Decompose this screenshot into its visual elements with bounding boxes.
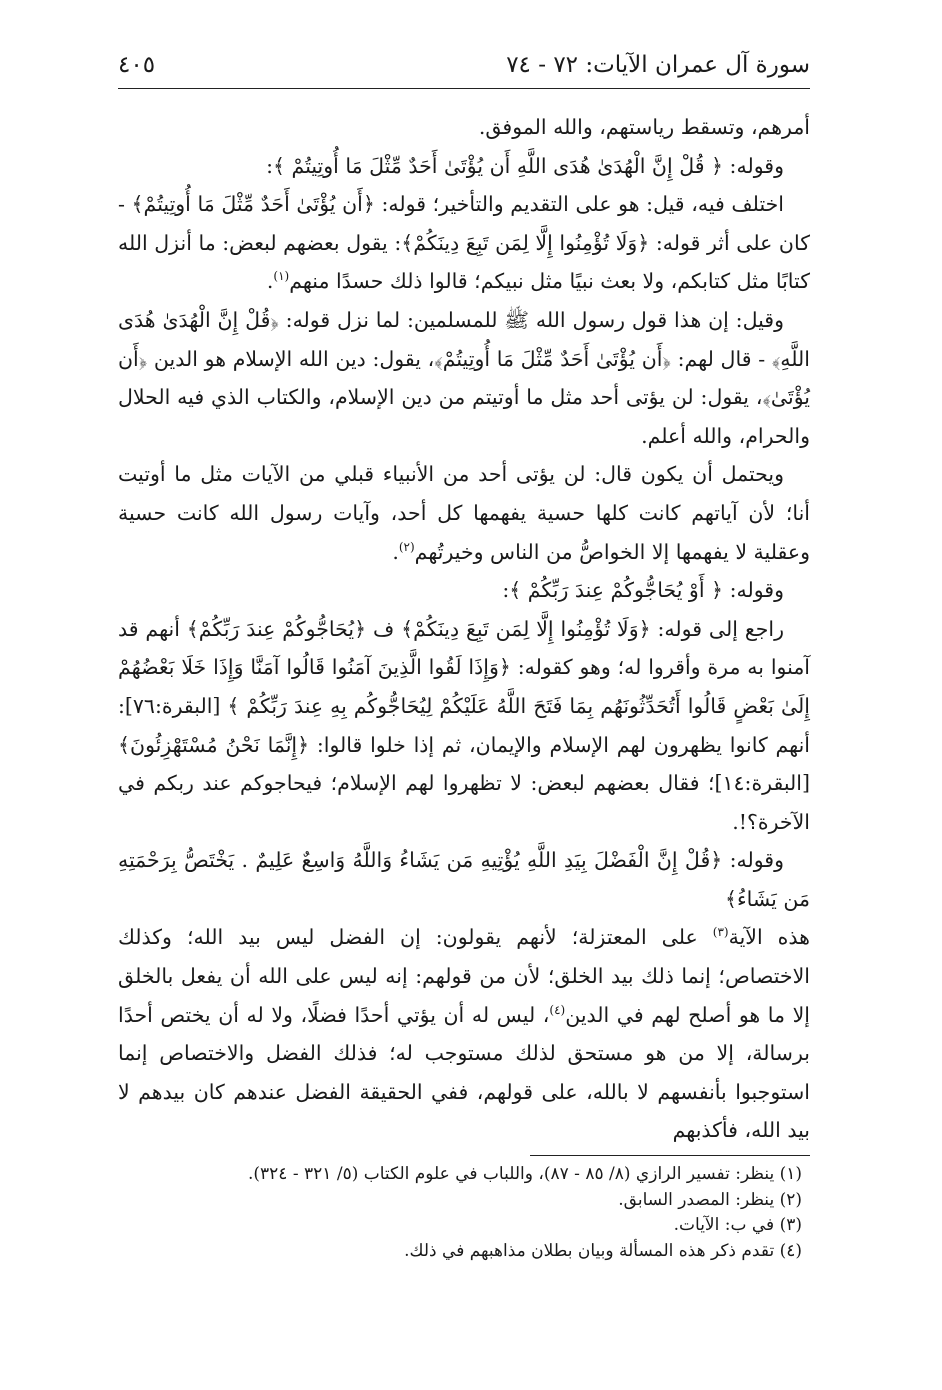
paragraph-text: اختلف فيه، قيل: هو على التقديم والتأخير؛ قوله: ﴿أَن يُؤْتَىٰ أَحَدٌ مِّثْلَ مَا أُوتِيتُمْ﴾ - كان على أثر قوله: ﴿وَلَا تُؤْمِنُوا إِلَّا لِمَن تَبِعَ دِينَكُمْ﴾: يقول بعضهم لبعض: ما أنزل الله كتابًا مثل كتابكم، ولا بعث نبيًا مثل نبيكم؛ قالوا ذلك حسدًا منهم (118, 192, 810, 294)
paragraph: ويحتمل أن يكون قال: لن يؤتى أحد من الأنبياء قبلي من الآيات مثل ما أوتيت أنا؛ لأن آياتهم كانت كلها حسية يفهمها كل أحد، وآيات رسول الله كانت حسية وعقلية لا يفهمها إلا الخواصُّ من الناس وخيرتُهم$^{(٢)}$. (118, 462, 810, 564)
footnote-ref[interactable]: (٢) (398, 539, 415, 554)
footnote: (٤) تقدم ذكر هذه المسألة وبيان بطلان مذاهبهم في ذلك. (404, 1240, 802, 1261)
running-header (118, 46, 810, 89)
footnote-ref[interactable]: (٤) (549, 1002, 566, 1017)
main-text (118, 108, 810, 1150)
paragraph: وقوله: ﴿ أَوْ يُحَاجُّوكُمْ عِندَ رَبِّكُمْ ﴾: (502, 578, 784, 603)
footnote-ref[interactable]: (٣) (712, 925, 729, 940)
paragraph: اختلف فيه، قيل: هو على التقديم والتأخير؛ قوله: ﴿أَن يُؤْتَىٰ أَحَدٌ مِّثْلَ مَا أُوتِيتُمْ﴾ - كان على أثر قوله: ﴿وَلَا تُؤْمِنُوا إِلَّا لِمَن تَبِعَ دِينَكُمْ﴾: يقول بعضهم لبعض: ما أنزل الله كتابًا مثل كتابكم، ولا بعث نبيًا مثل نبيكم؛ قالوا ذلك حسدًا منهم$^{(١)}$. (118, 192, 810, 294)
surah-title: سورة آل عمران الآيات: ٧٢ - ٧٤ (506, 52, 810, 78)
paragraph-text: هذه الآية (728, 925, 810, 950)
paragraph-text: على المعتزلة؛ لأنهم يقولون: إن الفضل ليس بيد الله؛ وكذلك الاختصاص؛ إنما ذلك بيد الخلق؛ لأن من قولهم: إنه ليس على الله أن يفعل بالخلق إلا ما هو أصلح لهم في الدين (118, 925, 810, 1027)
paragraph (118, 918, 810, 1150)
footnote-divider (530, 1155, 810, 1156)
paragraph: وقيل: إن هذا قول رسول الله ﷺ للمسلمين: لما نزل قوله: ﴿قُلْ إِنَّ الْهُدَىٰ هُدَى اللَّهِ﴾ - قال لهم: ﴿أَن يُؤْتَىٰ أَحَدٌ مِّثْلَ مَا أُوتِيتُمْ﴾، يقول: دين الله الإسلام هو الدين ﴿أَن يُؤْتَىٰ﴾، يقول: لن يؤتى أحد مثل ما أوتيتم من دين الإسلام، والكتاب الذي فيه الحلال والحرام، والله أعلم. (118, 307, 810, 448)
paragraph-text: ، ليس له أن يؤتي أحدًا فضلًا، ولا له أن يختص أحدًا برسالة، إلا من هو مستحق لذلك مستوجب له؛ فذلك الفضل والاختصاص إنما استوجبوا بأنفسهم لا بالله، على قولهم، ففي الحقيقة الفضل عندهم كان بيدهم لا بيد الله، فأكذبهم (118, 1002, 810, 1143)
footnotes (140, 1162, 802, 1264)
paragraph: أمرهم، وتسقط رياستهم، والله الموفق. (478, 115, 810, 139)
footnote: (١) ينظر: تفسير الرازي (٨/ ٨٥ - ٨٧)، واللباب في علوم الكتاب (٥/ ٣٢١ - ٣٢٤). (248, 1164, 802, 1184)
paragraph-text: ويحتمل أن يكون قال: لن يؤتى أحد من الأنبياء قبلي من الآيات مثل ما أوتيت أنا؛ لأن آياتهم كانت كلها حسية يفهمها كل أحد، وآيات رسول الله كانت حسية وعقلية لا يفهمها إلا الخواصُّ من الناس وخيرتُهم (118, 462, 810, 564)
paragraph: راجع إلى قوله: ﴿وَلَا تُؤْمِنُوا إِلَّا لِمَن تَبِعَ دِينَكُمْ﴾ ف ﴿يُحَاجُّوكُمْ عِندَ رَبِّكُمْ﴾ أنهم قد آمنوا به مرة وأقروا له؛ وهو كقوله: ﴿وَإِذَا لَقُوا الَّذِينَ آمَنُوا قَالُوا آمَنَّا وَإِذَا خَلَا بَعْضُهُمْ إِلَىٰ بَعْضٍ قَالُوا أَتُحَدِّثُونَهُم بِمَا فَتَحَ اللَّهُ عَلَيْكُمْ لِيُحَاجُّوكُم بِهِ عِندَ رَبِّكُمْ ﴾ [البقرة:٧٦]: أنهم كانوا يظهرون لهم الإسلام والإيمان، ثم إذا خلوا قالوا: ﴿إِنَّمَا نَحْنُ مُسْتَهْزِئُونَ﴾[البقرة:١٤]؛ فقال بعضهم لبعض: لا تظهروا لهم الإسلام؛ فيحاجوكم عند ربكم في الآخرة؟!. (118, 616, 810, 834)
page-number: ٤٠٥ (118, 52, 156, 78)
footnote: (٣) في ب: الآيات. (673, 1215, 802, 1235)
paragraph: وقوله: ﴿قُلْ إِنَّ الْفَضْلَ بِيَدِ اللَّهِ يُؤْتِيهِ مَن يَشَاءُ وَاللَّهُ وَاسِعٌ عَلِيمٌ . يَخْتَصُّ بِرَحْمَتِهِ مَن يَشَاءُ﴾ (118, 848, 810, 911)
footnote: (٢) ينظر: المصدر السابق. (618, 1189, 802, 1210)
footnote-ref[interactable]: (١) (273, 269, 290, 284)
paragraph: وقوله: ﴿ قُلْ إِنَّ الْهُدَىٰ هُدَى اللَّهِ أَن يُؤْتَىٰ أَحَدٌ مِّثْلَ مَا أُوتِيتُمْ ﴾: (266, 153, 784, 178)
